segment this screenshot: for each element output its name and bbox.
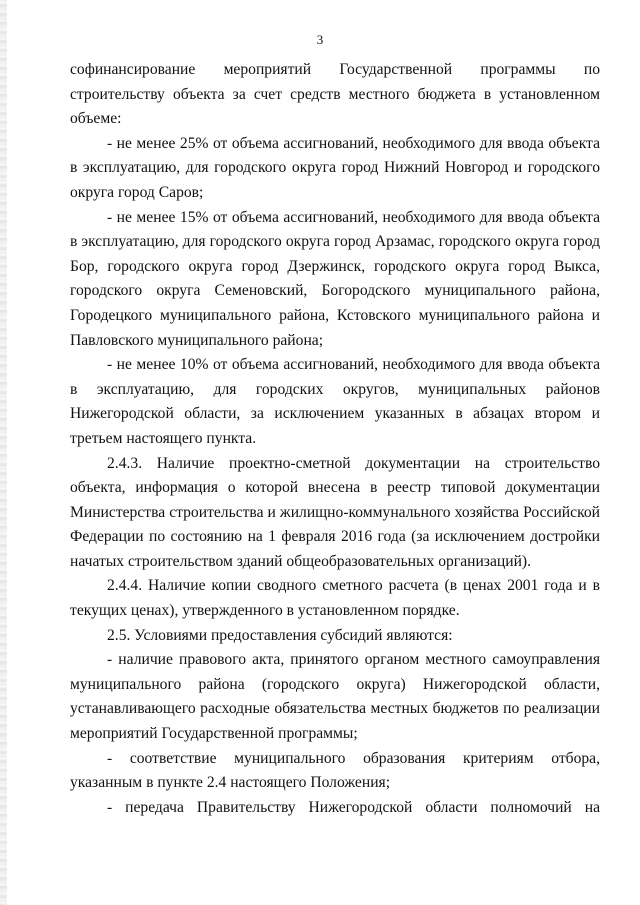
- paragraph-25-percent: - не менее 25% от объема ассигнований, необходимого для ввода объекта в эксплуатацию, для городского округа город Нижний Новгород и городского округа город Саров;: [70, 134, 600, 201]
- document-body: [70, 58, 600, 820]
- paragraph-cofinancing: софинансирование мероприятий Государственной программы по строительству объекта за счет средств местного бюджета в установленном объеме:: [70, 61, 600, 128]
- paragraph-2-5: 2.5. Условиями предоставления субсидий являются:: [107, 626, 453, 644]
- page-number: 3: [316, 32, 324, 47]
- paragraph-2-4-4: 2.4.4. Наличие копии сводного сметного расчета (в ценах 2001 года и в текущих ценах), утвержденного в установленном порядке.: [70, 577, 600, 620]
- paragraph-15-percent: - не менее 15% от объема ассигнований, необходимого для ввода объекта в эксплуатацию, для городского округа город Арзамас, городского округа город Бор, городского округа город Дзержинск, городского округа город Выкса, городского округа Семеновский, Богородского муниципального района, Городецкого муниципального района, Кстовского муниципального района и Павловского муниципального района;: [70, 208, 600, 349]
- paragraph-2-4-3: 2.4.3. Наличие проектно-сметной документации на строительство объекта, информация о которой внесена в реестр типовой документации Министерства строительства и жилищно-коммунального хозяйства Российской Федерации по состоянию на 1 февраля 2016 года (за исключением достройки начатых строительством зданий общеобразовательных организаций).: [70, 454, 600, 570]
- paragraph-10-percent: - не менее 10% от объема ассигнований, необходимого для ввода объекта в эксплуатацию, для городских округов, муниципальных районов Нижегородской области, за исключением указанных в абзацах втором и третьем настоящего пункта.: [70, 356, 600, 447]
- paragraph-legal-act: - наличие правового акта, принятого органом местного самоуправления муниципального района (городского округа) Нижегородской области, устанавливающего расходные обязательства местных бюджетов по реализации мероприятий Государственной программы;: [70, 651, 600, 743]
- paragraph-criteria: - соответствие муниципального образования критериям отбора, указанным в пункте 2.4 настоящего Положения;: [70, 749, 600, 792]
- paragraph-transfer: - передача Правительству Нижегородской области полномочий на: [107, 798, 600, 816]
- scan-edge: [0, 0, 7, 905]
